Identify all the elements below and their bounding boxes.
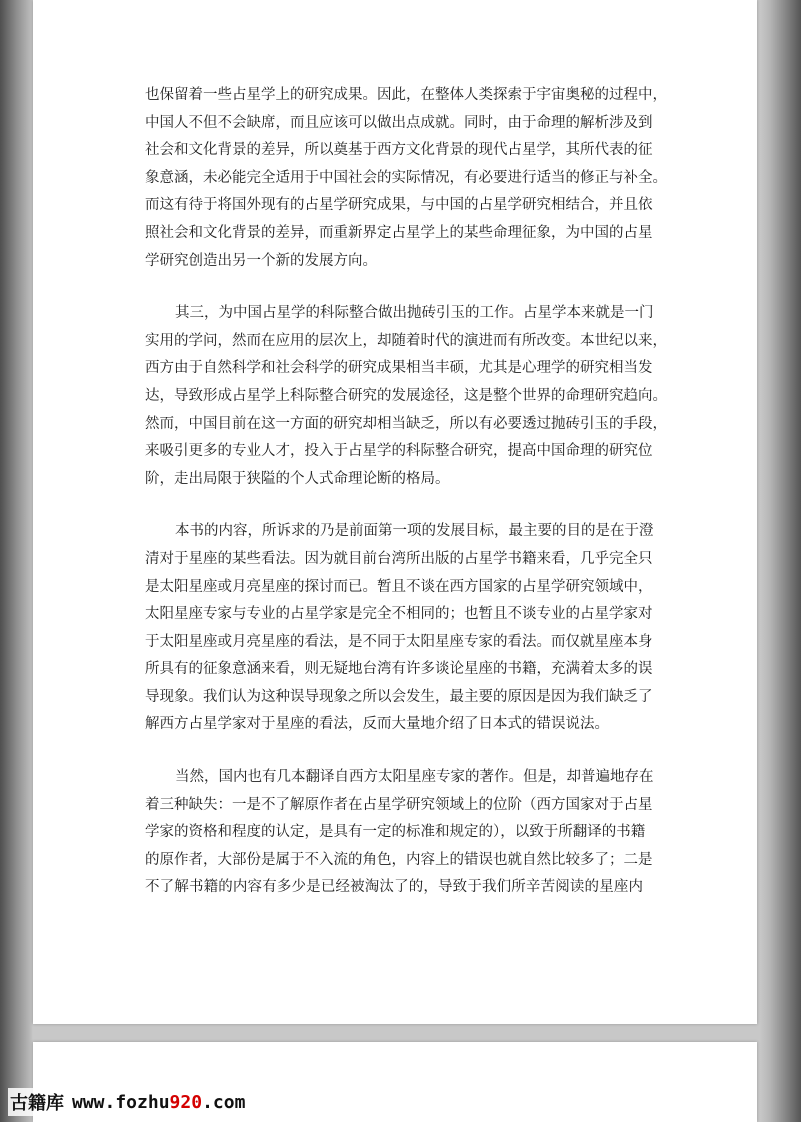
- paragraph: [145, 764, 654, 902]
- text-line: 清对于星座的某些看法。因为就目前台湾所出版的占星学书籍来看，几乎完全只: [145, 550, 653, 567]
- watermark-url-suffix: .com: [202, 1091, 246, 1113]
- document-page: [33, 0, 757, 1024]
- text-line: 学研究创造出另一个新的发展方向。: [145, 252, 377, 269]
- text-line: 的原作者，大部份是属于不入流的角色，内容上的错误也就自然比较多了；二是: [145, 851, 653, 868]
- text-line: 是太阳星座或月亮星座的探讨而已。暂且不谈在西方国家的占星学研究领域中，: [145, 578, 653, 595]
- watermark-site-name: 古籍库: [10, 1093, 64, 1114]
- text-line: 实用的学问，然而在应用的层次上，却随着时代的演进而有所改变。本世纪以来，: [145, 332, 667, 349]
- text-line: 导现象。我们认为这种误导现象之所以会发生，最主要的原因是因为我们缺乏了: [145, 688, 653, 705]
- text-line: 也保留着一些占星学上的研究成果。因此，在整体人类探索于宇宙奥秘的过程中，: [145, 87, 667, 103]
- text-line: 解西方占星学家对于星座的看法，反而大量地介绍了日本式的错误说法。: [145, 716, 609, 733]
- paragraph: [145, 82, 667, 275]
- text-line: 学家的资格和程度的认定，是具有一定的标准和规定的），以致于所翻译的书籍: [145, 824, 646, 841]
- text-line: 社会和文化背景的差异，所以奠基于西方文化背景的现代占星学，其所代表的征: [145, 142, 653, 159]
- text-line: 象意涵，未必能完全适用于中国社会的实际情况，有必要进行适当的修正与补全。: [145, 169, 667, 186]
- text-line: 太阳星座专家与专业的占星学家是完全不相同的；也暂且不谈专业的占星学家对: [145, 606, 653, 623]
- text-line: 照社会和文化背景的差异，而重新界定占星学上的某些命理征象，为中国的占星: [145, 224, 653, 241]
- watermark-url: [72, 1092, 245, 1113]
- text-line: 阶，走出局限于狭隘的个人式命理论断的格局。: [145, 470, 450, 487]
- site-watermark: [8, 1088, 249, 1116]
- text-line: 当然，国内也有几本翻译自西方太阳星座专家的著作。但是，却普遍地存在: [175, 769, 654, 786]
- text-line: 所具有的征象意涵来看，则无疑地台湾有许多谈论星座的书籍，充满着太多的误: [145, 661, 653, 678]
- text-line: 本书的内容，所诉求的乃是前面第一项的发展目标，最主要的目的是在于澄: [175, 523, 654, 540]
- text-line: 达，导致形成占星学上科际整合研究的发展途径，这是整个世界的命理研究趋向。: [145, 387, 667, 404]
- text-line: 西方由于自然科学和社会科学的研究成果相当丰硕，尤其是心理学的研究相当发: [145, 360, 653, 377]
- paragraph: [145, 518, 654, 739]
- watermark-url-prefix: www.fozhu: [72, 1091, 170, 1113]
- paragraph: [145, 300, 667, 493]
- text-line: 其三，为中国占星学的科际整合做出抛砖引玉的工作。占星学本来就是一门: [175, 305, 654, 322]
- text-line: 不了解书籍的内容有多少是已经被淘汰了的，导致于我们所辛苦阅读的星座内: [145, 879, 643, 896]
- body-text: [145, 82, 667, 927]
- text-line: 来吸引更多的专业人才，投入于占星学的科际整合研究，提高中国命理的研究位: [145, 443, 653, 460]
- text-line: 而这有待于将国外现有的占星学研究成果，与中国的占星学研究相结合，并且依: [145, 197, 653, 214]
- text-line: 然而，中国目前在这一方面的研究却相当缺乏，所以有必要透过抛砖引玉的手段，: [145, 415, 667, 432]
- text-line: 于太阳星座或月亮星座的看法，是不同于太阳星座专家的看法。而仅就星座本身: [145, 633, 653, 650]
- text-line: 中国人不但不会缺席，而且应该可以做出点成就。同时，由于命理的解析涉及到: [145, 114, 653, 131]
- watermark-url-number: 920: [169, 1091, 203, 1113]
- text-line: 着三种缺失：一是不了解原作者在占星学研究领域上的位阶（西方国家对于占星: [145, 796, 653, 813]
